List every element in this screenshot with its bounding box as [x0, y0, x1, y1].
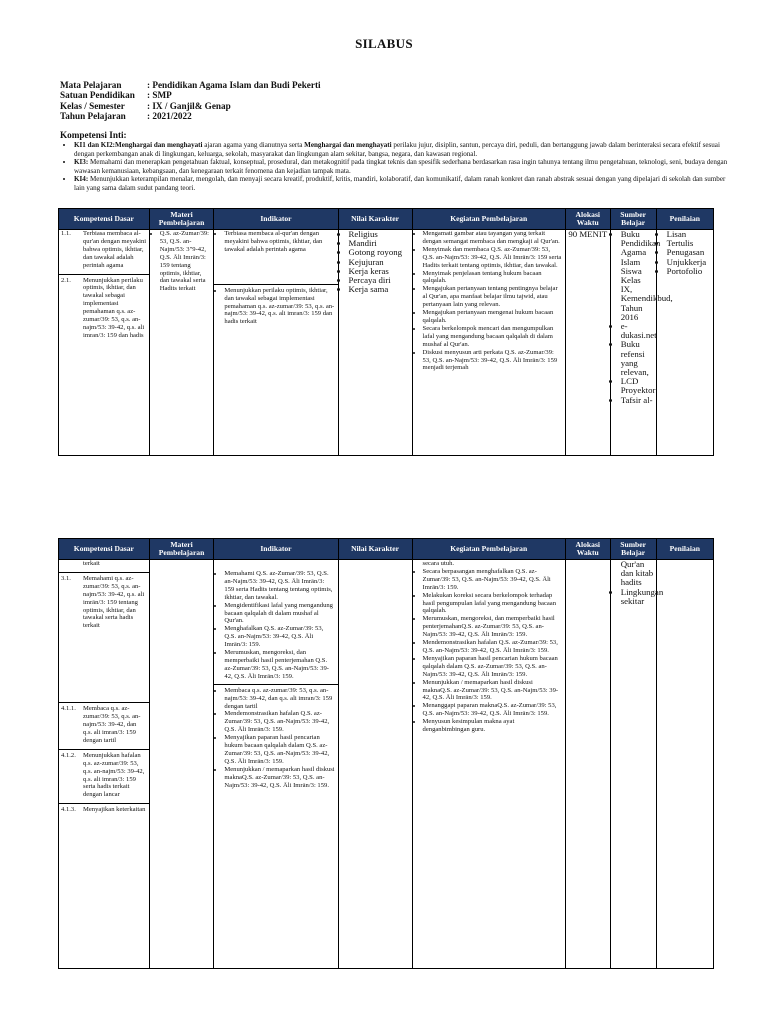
- list-item: • LCD Proyektor: [621, 377, 654, 395]
- meta-row: [60, 90, 321, 100]
- kd-item: [59, 803, 149, 814]
- table-header-row: [59, 539, 714, 560]
- list-item: • Menyajikan paparan hasil pencarian hukum bacaan qalqalah dalam Q.S. az-Zumar/39: 53, Q.S. an-Najm/53: 39-42, Q.S. Āli Imrān/3: 159.: [423, 655, 563, 679]
- meta-value: : Pendidikan Agama Islam dan Budi Pekerti: [147, 80, 321, 90]
- list-item: • Mengajukan pertanyaan mengenai hukum bacaan qalqalah.: [423, 309, 563, 325]
- spacer: [216, 560, 335, 570]
- kd-item: [59, 702, 149, 745]
- list-item: • Mengajukan pertanyaan tentang pentingnya belajar al Qur'an, apa manfaat belajar ilmu tajwid, atau pertanyaan lain yang relevan.: [423, 285, 563, 309]
- table-header-row: [59, 209, 714, 230]
- table-row: [59, 230, 714, 456]
- alokasi-cell: 90 MENIT: [565, 230, 610, 456]
- header-sumber: Sumber Belajar: [610, 539, 656, 560]
- list-item: • Mengamati gambar atau tayangan yang terkait dengan semangat membaca dan mengkaji al Qur'an.: [423, 230, 563, 246]
- kd-text: Menunjukkan perilaku optimis, ikhtiar, dan tawakal sebagai implementasi pemahaman q.s. az-zumar/39: 53, q.s. an-najm/53: 39-42, q.s. ali imran/3: 159 dan hadis: [83, 276, 145, 339]
- kd-text: Menunjukkan hafalan q.s. az-zumar/39: 53, q.s. an-najm/53: 39-42, q.s. ali imran/3: 159 serta hadis terkait dengan lancar: [83, 751, 145, 799]
- list-item: • e-dukasi.net: [621, 322, 654, 340]
- list-item: • Secara berkelompok mencari dan mengumpulkan lafal yang mengandung bacaan qalqalah di dalam mushaf al Qur'an.: [423, 325, 563, 349]
- kompetensi-inti: [60, 130, 732, 193]
- kegiatan-cell: [412, 560, 565, 969]
- ki-item: [74, 158, 732, 175]
- ki-emphasis: Menghargai dan menghayati: [304, 141, 392, 149]
- kd-number: 4.1.1.: [61, 705, 76, 713]
- header-penilaian: Penilaian: [656, 209, 713, 230]
- sumber-list: [613, 586, 664, 606]
- header-nilai-karakter: Nilai Karakter: [338, 209, 412, 230]
- kd-text: Membaca q.s. az-zumar/39: 53, q.s. an-najm/53: 39-42, dan q.s. ali imran/3: 159 dengan tartil: [83, 705, 141, 744]
- penilaian-list: [659, 230, 711, 276]
- kd-item: [59, 572, 149, 630]
- list-item: • Portofolio: [667, 267, 711, 276]
- list-item: • Menyajikan paparan hasil pencarian hukum bacaan qalqalah dalam Q.S. az-Zumar/39: 53, Q.S. an-Najm/53: 39-42, Q.S. Āli Imrān/3: 159.: [224, 734, 335, 766]
- indikator-divider: [214, 284, 337, 327]
- kompetensi-inti-list: [60, 141, 732, 193]
- header-penilaian: Penilaian: [656, 539, 713, 560]
- list-item: • Lingkungan sekitar: [621, 588, 654, 606]
- materi-cell: [149, 560, 214, 969]
- list-item: • Menyimak dan membaca Q.S. az-Zumar/39: 53, Q.S. an-Najm/53: 39-42, Q.S. Āli Imrān/3: 159 serta Hadits terkait tentang optimis, ikhtiar, dan tawakal.: [423, 246, 563, 270]
- header-materi: Materi Pembelajaran: [149, 539, 214, 560]
- list-item: • Menyimak penjelasan tentang hukum bacaan qalqalah.: [423, 270, 563, 286]
- indikator-list: [216, 570, 335, 681]
- meta-value: : 2021/2022: [147, 111, 192, 122]
- ki-item: [74, 141, 732, 158]
- header-indikator: Indikator: [214, 539, 338, 560]
- meta-key: Mata Pelajaran: [60, 80, 122, 90]
- header-nilai-karakter: Nilai Karakter: [338, 539, 412, 560]
- header-sumber: Sumber Belajar: [610, 209, 656, 230]
- ki-text: ajaran agama yang dianutnya serta: [202, 141, 305, 149]
- subject-meta: [60, 80, 321, 122]
- meta-key: Satuan Pendidikan: [60, 90, 135, 101]
- sumber-list: [613, 229, 673, 405]
- kd-number: 3.1.: [61, 574, 71, 582]
- list-item: • Memahami Q.S. az-Zumar/39: 53, Q.S. an-Najm/53: 39-42, Q.S. Āli Imrān/3: 159 serta Hadits tentang tentang optimis, ikhtiar, dan tawakal.: [224, 570, 335, 602]
- meta-row: [60, 111, 321, 121]
- ki-emphasis: Menghargai dan menghayati: [115, 141, 203, 149]
- meta-row: [60, 80, 321, 90]
- list-item: • Buku refensi yang relevan,: [621, 340, 654, 377]
- kd-number: 4.1.2.: [61, 751, 76, 759]
- list-item: • Diskusi menyusun arti perkata Q.S. az-Zumar/39: 53, Q.S. an-Najm/53: 39-42, Q.S. Āli Imrān/3: 159 menjadi terjemah: [423, 349, 563, 373]
- list-item: • Q.S. az-Zumar/39: 53, Q.S. an-Najm/53: 3"9-42, Q.S. Āli Imrān/3: 159 tentang optimis, ikhtiar, dan tawakal serta Hadits terkait: [160, 230, 212, 293]
- indikator-cell: [214, 230, 338, 456]
- header-kompetensi-dasar: Kompetensi Dasar: [59, 209, 150, 230]
- materi-list: [152, 230, 212, 293]
- list-item: • Menunjukkan perilaku optimis, ikhtiar, dan tawakal sebagai implementasi pemahaman q.s. az-zumar/39: 53, q.s. an-najm/53: 39-42, q.s. ali imran/3: 159 dan hadis terkait: [224, 287, 335, 327]
- ki-text: perilaku jujur, disiplin, santun, percaya diri, peduli, dan bertanggung jawab dalam berinteraksi secara efektif sesuai dengan perkembangan anak di lingkungan, keluarga, sekolah, masyarakat dan lingkungan alam sekitar, bangsa, negara, dan kawasan regional.: [74, 141, 720, 158]
- list-item: • Mendemonstrasikan hafalan Q.S. az-Zumar/39: 53, Q.S. an-Najm/53: 39-42, Q.S. Āli Imrān/3: 159.: [423, 639, 563, 655]
- list-item: • Mendemonstrasikan hafalan Q.S. az-Zumar/39: 53, Q.S. an-Najm/53: 39-42, Q.S. Āli Imrān/3: 159.: [224, 710, 335, 734]
- kompetensi-inti-heading: Kompetensi Inti:: [60, 130, 127, 140]
- list-item: • Kerja sama: [349, 285, 410, 294]
- penilaian-cell: [656, 230, 713, 456]
- kd-number: 2.1.: [61, 276, 71, 284]
- nilai-karakter-cell: [338, 560, 412, 969]
- materi-cell: [149, 230, 214, 456]
- indikator-list: [216, 230, 335, 254]
- kegiatan-cell: [412, 230, 565, 456]
- nilai-list: [341, 230, 410, 294]
- kd-number: 1.1.: [61, 230, 71, 237]
- list-item: • Secara berpasangan menghafalkan Q.S. az-Zumar/39: 53, Q.S. an-Najm/53: 39-42, Q.S. Āli Imrān/3: 159.: [423, 568, 563, 592]
- header-alokasi: Alokasi Waktu: [565, 209, 610, 230]
- header-kegiatan: Kegiatan Pembelajaran: [412, 539, 565, 560]
- indikator-divider: [214, 684, 337, 790]
- meta-key: Kelas / Semester: [60, 100, 125, 111]
- list-item: • Menghafalkan Q.S. az-Zumar/39: 53, Q.S. an-Najm/53: 39-42, Q.S. Āli Imrān/3: 159.: [224, 625, 335, 649]
- syllabus-table-1: [58, 208, 714, 456]
- kd-cell: [59, 230, 150, 456]
- list-item: • Lisan: [667, 230, 711, 239]
- header-alokasi: Alokasi Waktu: [565, 539, 610, 560]
- list-item: • Gotong royong: [349, 248, 410, 257]
- list-item: • Menunjukkan / memaparkan hasil diskusi maknaQ.S. az-Zumar/39: 53, Q.S. an-Najm/53: 39-42, Q.S. Āli Imrān/3: 159.: [224, 766, 335, 790]
- kd-continuation: terkait: [83, 560, 100, 567]
- list-item: • Membaca q.s. az-zumar/39: 53, q.s. an-najm/53: 39-42, dan q.s. ali imran/3: 159 dengan tartil: [224, 687, 335, 711]
- header-kompetensi-dasar: Kompetensi Dasar: [59, 539, 150, 560]
- kd-item: [59, 274, 149, 340]
- page-title: SILABUS: [355, 36, 413, 51]
- list-item: • Kerja keras: [349, 267, 410, 276]
- ki-item: [74, 175, 732, 192]
- kd-item: [61, 230, 147, 270]
- list-item: • Merumuskan, mengoreksi, dan memperbaiki hasil penterjemahan Q.S. az-Zumar/39: 53, Q.S. an-Najm/53: 39-42, Q.S. Āli Imrān/3: 159.: [224, 649, 335, 681]
- ki-text: Menunjukkan keterampilan menalar, mengolah, dan menyaji secara kreatif, produktif, kritis, mandiri, kolaboratif, dan komunikatif, dalam ranah konkret dan ranah abstrak sesuai dengan yang dipelajari di sekolah dan sumber lain yang sama dalam sudut pandang teori.: [74, 175, 726, 192]
- list-item: • Merumuskan, mengoreksi, dan memperbaiki hasil penterjemahanQ.S. az-Zumar/39: 53, Q.S. an-Najm/53: 39-42, Q.S. Āli Imrān/3: 159.: [423, 615, 563, 639]
- ki-lead: KI1 dan KI2:: [74, 141, 115, 149]
- syllabus-table-2: [58, 538, 714, 969]
- list-item: • Religius: [349, 230, 410, 239]
- nilai-karakter-cell: [338, 230, 412, 456]
- list-item: • Tafsir al-: [621, 396, 654, 405]
- kegiatan-continuation: secara utuh.: [422, 560, 455, 567]
- sumber-continuation: Qur'an dan kitab hadits: [620, 559, 654, 588]
- sumber-cell: [610, 559, 664, 969]
- meta-row: [60, 101, 321, 111]
- meta-key: Tahun Pelajaran: [60, 111, 126, 122]
- kegiatan-list: [415, 568, 563, 734]
- kd-text: Memahami q.s. az-zumar/39: 53, q.s. an-najm/53: 39-42, q.s. ali imrān/3: 159 tentang optimis, ikhtiar, dan tawakal serta hadis terkait: [83, 574, 145, 630]
- list-item: • Percaya diri: [349, 276, 410, 285]
- kd-number: 4.1.3.: [61, 806, 76, 814]
- list-item: • Tertulis: [667, 239, 711, 248]
- kd-text: Menyajikan keterkaitan: [83, 806, 146, 814]
- kd-cell: [59, 560, 150, 969]
- list-item: • Buku Pendidikan Agama Islam Siswa Kelas IX, Kemendikbud, Tahun 2016: [621, 230, 654, 322]
- list-item: • Terbiasa membaca al-qur'an dengan meyakini bahwa optimis, ikhtiar, dan tawakal adalah perintah agama: [224, 230, 335, 254]
- kd-text: Terbiasa membaca al-qur'an dengan meyakini bahwa optimis, ikhtiar, dan tawakal adalah perintah agama: [83, 230, 147, 269]
- ki-lead: KI4:: [74, 175, 89, 184]
- ki-lead: KI3:: [74, 158, 89, 167]
- indikator-list: [216, 287, 335, 327]
- sumber-cell: [610, 229, 673, 456]
- list-item: • Menyusun kesimpulan makna ayat denganbimbingan guru.: [423, 718, 563, 734]
- list-item: • Mandiri: [349, 239, 410, 248]
- kd-item: [59, 749, 149, 799]
- list-item: • Menunjukkan / memaparkan hasil diskusi maknaQ.S. az-Zumar/39: 53, Q.S. an-Najm/53: 39-42, Q.S. Āli Imrān/3: 159.: [423, 679, 563, 703]
- alokasi-cell: [565, 560, 610, 969]
- list-item: • Mengidentifikasi lafal yang mengandung bacaan qalqalah di dalam mushaf al Qur'an.: [224, 602, 335, 626]
- list-item: • Melakukan koreksi secara berkelompok terhadap hasil pengumpulan lafal yang mengandung bacaan qalqalah.: [423, 592, 563, 616]
- header-kegiatan: Kegiatan Pembelajaran: [412, 209, 565, 230]
- kegiatan-list: [415, 230, 563, 372]
- meta-value: : IX / Ganjil& Genap: [147, 100, 231, 111]
- header-indikator: Indikator: [214, 209, 338, 230]
- header-materi: Materi Pembelajaran: [149, 209, 214, 230]
- penilaian-cell: [656, 560, 713, 969]
- list-item: • Kejujuran: [349, 258, 410, 267]
- indikator-cell: [214, 560, 338, 969]
- list-item: • Unjukkerja: [667, 258, 711, 267]
- table-row: [59, 560, 714, 969]
- ki-text: Memahami dan menerapkan pengetahuan faktual, konseptual, prosedural, dan metakognitif pada tingkat teknis dan spesifik sederhana berdasarkan rasa ingin tahunya tentang ilmu pengetahuan, teknologi, seni, budaya dengan wawasan kemanusiaan, kebangsaan, dan kenegaraan terkait fenomena dan kejadian tampak mata.: [74, 158, 728, 175]
- indikator-list: [216, 687, 335, 790]
- meta-value: : SMP: [147, 90, 172, 101]
- list-item: • Menanggapi paparan maknaQ.S. az-Zumar/39: 53, Q.S. an-Najm/53: 39-42, Q.S. Āli Imrān/3: 159.: [423, 702, 563, 718]
- list-item: • Penugasan: [667, 248, 711, 257]
